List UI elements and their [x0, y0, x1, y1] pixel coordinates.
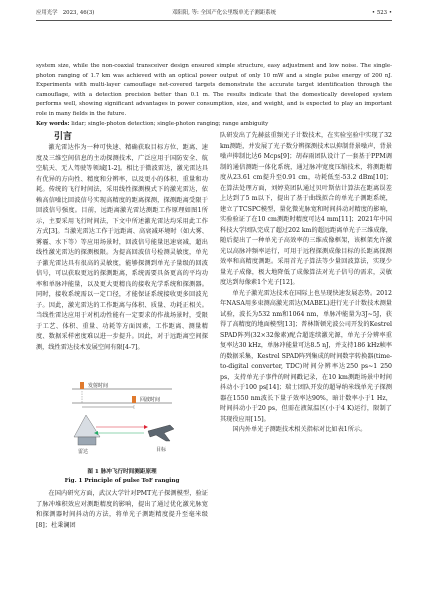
running-header — [36, 6, 392, 21]
body-paragraph: 在国内研究方面，武汉大学针对PMT光子探测模型，验证了脉冲堆积效应对测距精度的影响，提出了通过优化激光脉宽和探测器时间抖动的方法，将单光子测距精度提升至毫米级[8]；杜秉澜团 — [36, 490, 208, 529]
left-column-bottom — [36, 489, 208, 531]
journal-name: 应用光学 — [36, 10, 58, 16]
echo-label: 回波时间 — [140, 397, 161, 403]
page-number: • 523 • — [371, 10, 392, 16]
journal-issue: 2023, 46(3) — [62, 10, 95, 16]
body-paragraph: 单光子激光雷达技术在国际上也呈现快速发展态势。2012年NASA用多束测高激光雷达(MABEL)进行光子计数技术测量试验，波长为532 nm和1064 nm，单脉冲能量为3J~5J，获得了高精度的地面模型[13]；普林斯顿光波公司开发的Kestrel SPAD阵列(32×32像素)配合超连续激光源，单光子分辨率重复率达30 kHz，单脉冲能量可达8.5 nJ，并支持186 kHz帧率的数据采集，Kestrel SPAD阵列集成的时间数字转换器(time-to-digital converter, TDC)时间分辨率达250 ps~1 250 ps，支持单光子事件的时间戳记录，在10 km测距场景中时间抖动小于100 ps[14]；瑞士团队开发的超导纳米线单光子探测器在1550 nm波长下量子效率达90%，暗计数率小于1 Hz，时间抖动小于20 ps，但需在液氮温区(小于4 K)运行，限制了其现役应用[15]。 — [220, 289, 392, 423]
figure-caption-en: Fig. 1 Principle of pulse ToF ranging — [64, 478, 180, 484]
emit-pulse — [80, 382, 84, 389]
left-column — [36, 131, 208, 353]
lidar-label: 雷达 — [78, 449, 89, 455]
keywords-line — [36, 120, 392, 130]
figure-caption-zh: 图 1 脉冲飞行时间测距原理 — [87, 469, 157, 475]
target-label: 目标 — [156, 447, 167, 453]
figure-1 — [36, 377, 208, 469]
body-paragraph: 国内外单光子测距技术相关指标对比如表1所示。 — [232, 426, 367, 433]
section-heading: 引言 — [54, 132, 73, 142]
body-paragraph: 队研发出了先赫兹重频光子计数技术，在实验室验中实现了32 km测距，并发展了光子数分辨探测技术以抑制背景噪声，背景噪声抑制比达6 Mcps[9]；胡春雨团队设计了一套基于PPM调制的通信测距一体化系统，通过脉冲宽度压缩技术，将测距精度从23.61 cm提升至0.91 cm，功耗低至-53.2 dBm[10]；在算法处理方面，刘婷莫团队通过贝叶斯估计算法在距离误差上达到了5 m以下，提出了基于曲线拟合的单光子测距系统，建立了TCSPC模型，量化微光脉宽和时间抖动对精度的影响，实验验证了在10 cm测距时精度可达4 mm[11]；2021年中国科技大学团队完成了超过202 km的超远距离单光子三维成像，随后提出了一种单光子高效率的三维成像框架，该框架允许激光以高脉冲频率运行，可用于远程探测成像目标的长距离探测效率和高精度测距。采用首光子算法等少量回波算法，实现少量光子成像，极大地降低了成像算法对光子信号的需求，灵敏度达到每像素1个光子[12]。 — [220, 132, 392, 286]
aircraft-target-icon — [148, 425, 174, 441]
emit-label: 发射时间 — [88, 383, 109, 389]
abstract-text: system size, while the non-coaxial transceiver design ensured simple structure, easy adjustment and low noise. The single-photon ranging of 1.7 km was achieved with an optical power output of only 10 mW and a single pulse energy of 200 nJ. Experiments with multi-layer camouflage net-covered targets demonstrate the accurate target identification through the camouflage, with a detection precision better than 0.1 m. The results indicate that the domestically developed system performs well, showing significant advantages in power consumption, size, and weight, and is expected to play an important role in many fields in the future. — [36, 63, 392, 117]
echo-pulse — [132, 396, 136, 403]
right-column — [220, 131, 392, 436]
english-abstract — [36, 62, 392, 129]
header-authors-title: 邓阳阳, 等: 全国产化公里级单光子测距系统 — [172, 10, 276, 16]
keywords-label: Key words: — [36, 120, 70, 127]
body-paragraph: 激光雷达作为一种可快速、精确获取目标方位、距离、速度及三维空间信息的主动探测技术，广泛应用于国防安全、航空航天、无人驾驶等领域[1-2]。相比于微波雷达，激光雷达具有优异的方向性、精度和分辨率，以及更小的体积、重量和功耗。传统的飞行时间法，采用线性探测模式下的激光雷达，依赖高信噪比回波信号实现高精度的距离探测，探测距离受限于回波信号强度。目前，远距离激光雷达测距工作原理如图1所示，主要采用飞行时间法，下文中所述激光雷达均采用此工作方式[3]。当激光雷达工作于远距离、高衰减环境时（如大雾、雾霾、水下等）等应用场景时，回波信号能量迅速衰减，超出线性激光雷达的探测极限。为提高回波信号检测灵敏度，单光子激光雷达具有很高的灵敏度，能够探测到单光子量级的回波信号，可以获取更远的探测距离，系统需要具备更高的平均功率和单脉冲能量，以及更大更精良的接收光学系统和探测器。同时，接收系统需以一定口径，才能保证系统接收更多回波光子。因此，激光雷达的工作距离与体积、质量、功耗正相关。当线性雷达应用于对机动性能有一定要求的作战场景时，受限于工艺、体积、重量、功耗等方面因素，工作距离、测量精度、数据采样密度难以进一步提升。因此，对于远距离空间探测，线性雷达技术发展空间有限[4-7]。 — [36, 144, 208, 351]
tof-diagram — [66, 379, 178, 465]
keywords-text: lidar; single-photon detection; single-photon ranging; range ambiguity — [71, 120, 269, 127]
